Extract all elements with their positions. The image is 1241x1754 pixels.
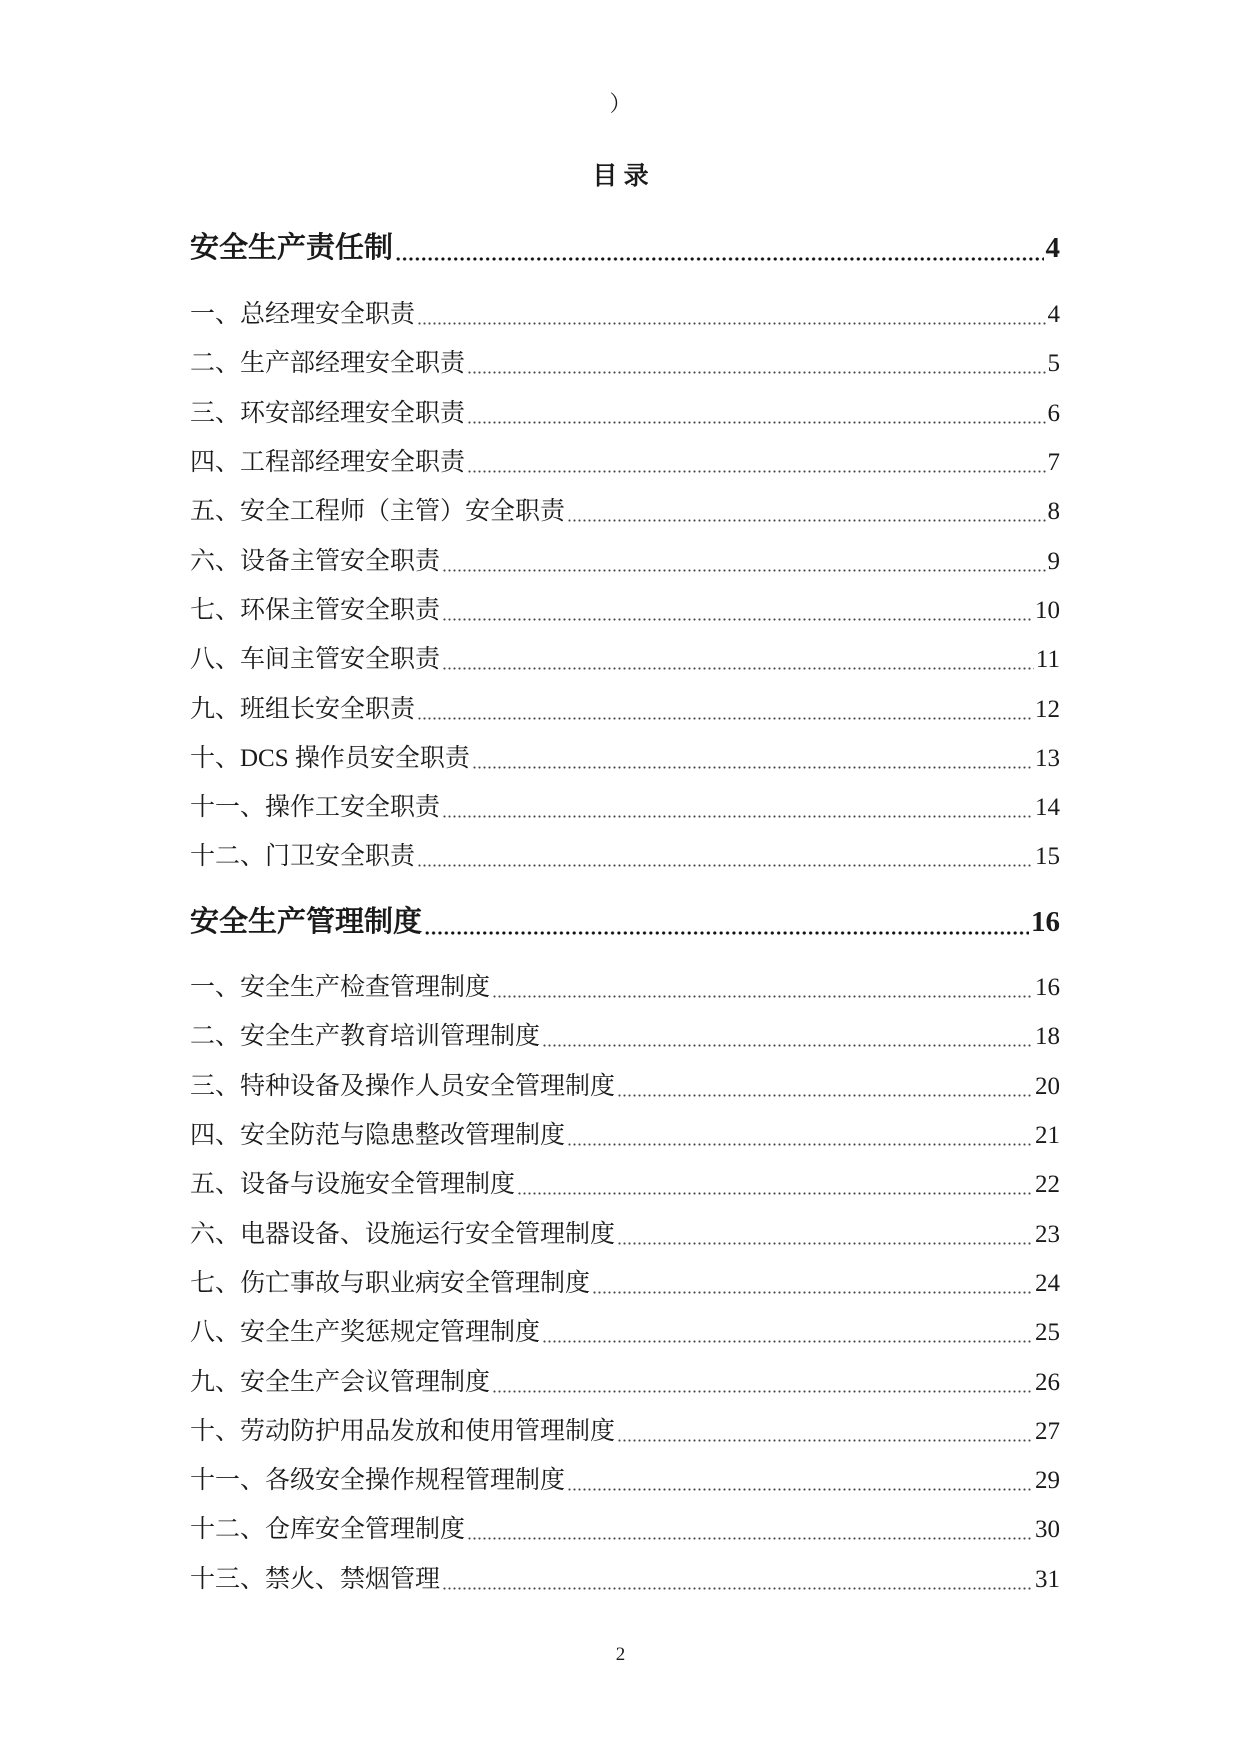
toc-entry-page-number: 16 [1035, 974, 1060, 1002]
toc-entry-page-number: 6 [1047, 399, 1060, 427]
toc-entry-label: 十、劳动防护用品发放和使用管理制度 [190, 1417, 616, 1445]
dot-leader [542, 1340, 1033, 1343]
toc-entry-page-number: 4 [1047, 301, 1060, 329]
dot-leader [567, 1488, 1033, 1491]
toc-entry [190, 1456, 1060, 1505]
toc-section-responsibility [190, 220, 1060, 882]
toc-entry-label: 九、安全生产会议管理制度 [190, 1368, 491, 1396]
toc-entry [190, 1012, 1060, 1061]
toc-entry-page-number: 18 [1035, 1023, 1060, 1051]
toc-entry-label: 八、车间主管安全职责 [190, 646, 441, 674]
toc-entry-page-number: 12 [1035, 695, 1060, 723]
toc-entry [190, 783, 1060, 832]
toc-entry-label: 五、安全工程师（主管）安全职责 [190, 498, 566, 526]
dot-leader [567, 519, 1045, 522]
toc-entry-label: 六、电器设备、设施运行安全管理制度 [190, 1220, 616, 1248]
toc-entry-label: 五、设备与设施安全管理制度 [190, 1171, 516, 1199]
toc-entry-page-number: 30 [1035, 1516, 1060, 1544]
toc-entry-page-number: 13 [1035, 744, 1060, 772]
dot-leader [467, 371, 1045, 374]
toc-entry-page-number: 27 [1035, 1417, 1060, 1445]
dot-leader [467, 421, 1045, 424]
toc-entry [190, 1357, 1060, 1406]
toc-entry-label: 十三、禁火、禁烟管理 [190, 1565, 441, 1593]
toc-entry-page-number: 24 [1035, 1269, 1060, 1297]
toc-entry [190, 1209, 1060, 1258]
toc-heading [190, 220, 1060, 276]
toc-entry-label: 四、安全防范与隐患整改管理制度 [190, 1122, 566, 1150]
dot-leader [617, 1439, 1033, 1442]
toc-entry-page-number: 5 [1047, 350, 1060, 378]
toc-heading-page-number: 4 [1045, 231, 1060, 264]
toc-entry [190, 1062, 1060, 1111]
dot-leader [417, 864, 1033, 867]
dot-leader [467, 1537, 1033, 1540]
toc-entry [190, 536, 1060, 585]
toc-entry-label: 十一、各级安全操作规程管理制度 [190, 1467, 566, 1495]
toc-entry-page-number: 8 [1047, 498, 1060, 526]
dot-leader [542, 1044, 1033, 1047]
toc-entry-page-number: 11 [1035, 646, 1060, 674]
header-mark: ） [609, 91, 632, 116]
toc-entry-label: 十二、门卫安全职责 [190, 843, 416, 871]
toc-entry [190, 1555, 1060, 1604]
toc-entry [190, 684, 1060, 733]
toc-entry [190, 339, 1060, 388]
dot-leader [417, 322, 1045, 325]
toc-entry-page-number: 9 [1047, 547, 1060, 575]
toc-entry [190, 389, 1060, 438]
toc-entry-page-number: 23 [1035, 1220, 1060, 1248]
toc-entry [190, 1407, 1060, 1456]
toc-entry [190, 586, 1060, 635]
toc-entry-label: 七、环保主管安全职责 [190, 596, 441, 624]
toc-entry-page-number: 21 [1035, 1122, 1060, 1150]
toc-entry-label: 一、总经理安全职责 [190, 301, 416, 329]
toc-entry-page-number: 7 [1047, 449, 1060, 477]
toc-entry [190, 1111, 1060, 1160]
toc-entry-page-number: 20 [1035, 1072, 1060, 1100]
dot-leader [395, 257, 1043, 261]
toc-entry [190, 635, 1060, 684]
toc-heading [190, 894, 1060, 950]
toc-entry [190, 290, 1060, 339]
toc-entry [190, 1160, 1060, 1209]
toc-entry-page-number: 14 [1035, 794, 1060, 822]
toc-entry-label: 十二、仓库安全管理制度 [190, 1516, 466, 1544]
toc-entry-page-number: 26 [1035, 1368, 1060, 1396]
toc-entry-label: 三、特种设备及操作人员安全管理制度 [190, 1072, 616, 1100]
toc-entry-page-number: 22 [1035, 1171, 1060, 1199]
dot-leader [424, 931, 1029, 935]
toc-entry-label: 七、伤亡事故与职业病安全管理制度 [190, 1269, 591, 1297]
dot-leader [417, 717, 1033, 720]
dot-leader [567, 1143, 1033, 1146]
toc-entry [190, 832, 1060, 881]
toc-heading-page-number: 16 [1031, 905, 1060, 938]
toc-entry-label: 二、安全生产教育培训管理制度 [190, 1023, 541, 1051]
dot-leader [442, 667, 1034, 670]
toc-heading-label: 安全生产责任制 [190, 231, 394, 264]
toc-title: 目 录 [592, 163, 649, 190]
dot-leader [442, 1587, 1033, 1590]
dot-leader [492, 995, 1033, 998]
dot-leader [617, 1094, 1033, 1097]
toc-entry-label: 三、环安部经理安全职责 [190, 399, 466, 427]
dot-leader [467, 470, 1045, 473]
toc-entry-label: 八、安全生产奖惩规定管理制度 [190, 1319, 541, 1347]
toc-entry-label: 九、班组长安全职责 [190, 695, 416, 723]
toc-entry-label: 二、生产部经理安全职责 [190, 350, 466, 378]
toc-entry [190, 1259, 1060, 1308]
toc-entry [190, 963, 1060, 1012]
toc-section-management [190, 894, 1060, 1604]
toc-entry [190, 734, 1060, 783]
toc-entry [190, 1505, 1060, 1554]
toc-entry-page-number: 29 [1035, 1467, 1060, 1495]
toc-entry-label: 四、工程部经理安全职责 [190, 449, 466, 477]
toc-entry-page-number: 10 [1035, 596, 1060, 624]
dot-leader [442, 618, 1033, 621]
toc-heading-label: 安全生产管理制度 [190, 905, 423, 938]
toc-entry [190, 438, 1060, 487]
toc-entry-page-number: 31 [1035, 1565, 1060, 1593]
toc-entry-label: 十一、操作工安全职责 [190, 794, 441, 822]
toc-entry-label: 六、设备主管安全职责 [190, 547, 441, 575]
toc-entry-label: 十、DCS 操作员安全职责 [190, 744, 470, 772]
dot-leader [492, 1390, 1033, 1393]
dot-leader [472, 766, 1033, 769]
dot-leader [442, 569, 1045, 572]
dot-leader [617, 1242, 1033, 1245]
dot-leader [517, 1192, 1033, 1195]
page-number: 2 [615, 1644, 626, 1665]
toc-entry [190, 487, 1060, 536]
toc-entry-label: 一、安全生产检查管理制度 [190, 974, 491, 1002]
dot-leader [442, 815, 1033, 818]
toc-entry-page-number: 25 [1035, 1319, 1060, 1347]
dot-leader [592, 1291, 1033, 1294]
toc-entry-page-number: 15 [1035, 843, 1060, 871]
toc-entry [190, 1308, 1060, 1357]
